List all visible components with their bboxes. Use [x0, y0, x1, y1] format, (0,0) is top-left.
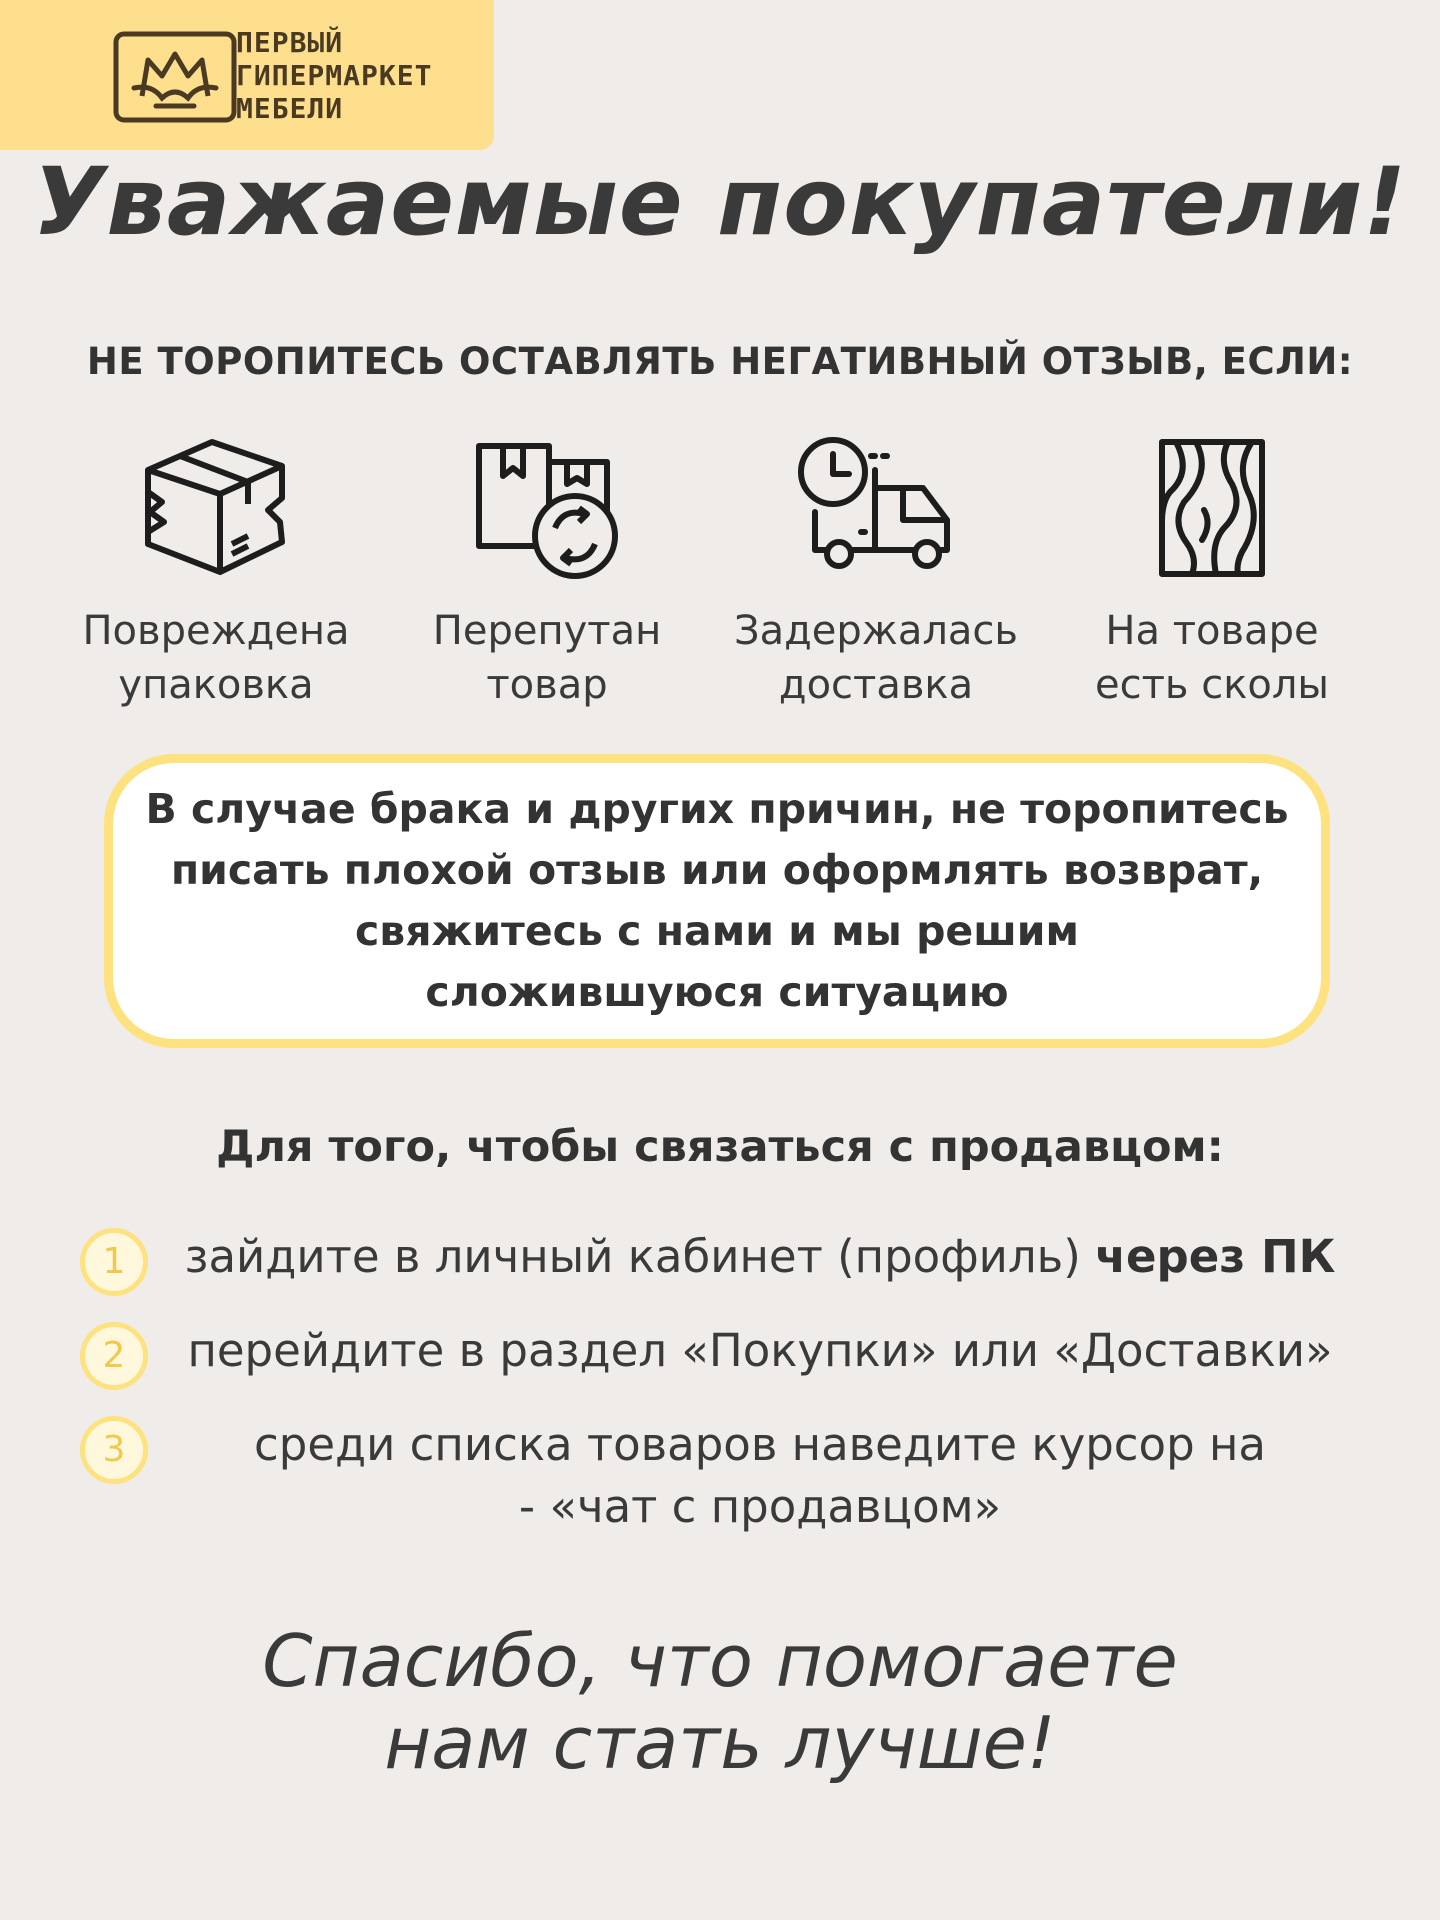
step-number-badge: 2 [80, 1322, 148, 1390]
step-3-text: среди списка товаров наведите курсор на - «чат с продавцом» [254, 1418, 1266, 1533]
subtitle: НЕ ТОРОПИТЕСЬ ОСТАВЛЯТЬ НЕГАТИВНЫЙ ОТЗЫВ, ЕСЛИ: [86, 340, 1354, 383]
reason-label: Повреждена упаковка [82, 608, 350, 708]
delivery-delay-icon [791, 432, 961, 582]
wood-chips-icon [1132, 432, 1292, 582]
reason-label: Перепутан товар [432, 608, 662, 708]
reason-label: На товаре есть сколы [1095, 608, 1329, 708]
reason-damaged-packaging [56, 432, 376, 712]
reason-chips [1052, 432, 1372, 712]
logo-line-2: ГИПЕРМАРКЕТ [236, 59, 433, 92]
page-title: Уважаемые покупатели! [32, 148, 1408, 257]
reason-label: Задержалась доставка [733, 608, 1018, 708]
notice-text: В случае брака и других причин, не торопитесь писать плохой отзыв или оформлять возврат, свяжитесь с нами и мы решим сложившуюся ситуацию [145, 785, 1289, 1016]
notice-box [104, 754, 1330, 1048]
step-1-text: зайдите в личный кабинет (профиль) [184, 1230, 1096, 1283]
contact-title: Для того, чтобы связаться с продавцом: [216, 1122, 1224, 1172]
step-2-text: перейдите в раздел «Покупки» или «Доставки» [187, 1324, 1333, 1377]
damaged-box-icon [136, 432, 296, 582]
logo-line-1: ПЕРВЫЙ [236, 26, 344, 59]
reasons-row [0, 432, 1440, 712]
reason-delivery-delay [716, 432, 1036, 712]
logo-line-3: МЕБЕЛИ [236, 92, 344, 125]
logo-text [236, 26, 432, 125]
thanks-message: Спасибо, что помогаете нам стать лучше! [262, 1619, 1178, 1785]
step-1-bold: через ПК [1095, 1230, 1336, 1283]
brand-logo [0, 0, 494, 150]
swapped-item-icon [467, 432, 627, 582]
step-text [180, 1226, 1340, 1288]
step-number-badge: 1 [80, 1228, 148, 1296]
step-number-badge: 3 [80, 1416, 148, 1484]
reason-swapped-item [387, 432, 707, 712]
crown-icon [112, 30, 238, 124]
